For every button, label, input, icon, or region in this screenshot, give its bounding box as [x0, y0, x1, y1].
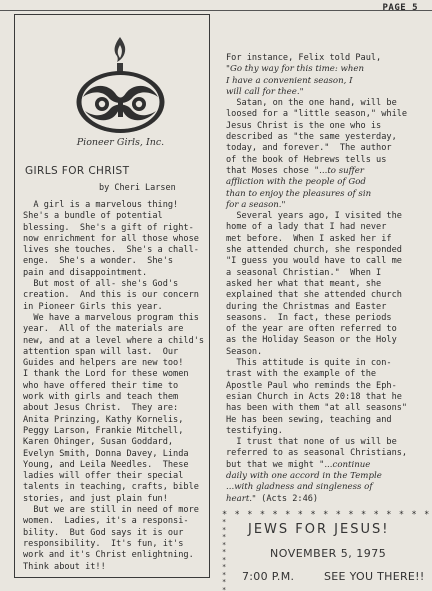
right-quote-moses-start: ...to suffer [319, 165, 364, 176]
left-paragraph-1: A girl is a marvelous thing! She's a bundle of potential blessing. She's a gift of right- now enrichment for all those whose lives she touches. She's a chall- enge. She's a wonder. She's pain and disappointment. [23, 200, 199, 278]
left-column-box [14, 14, 210, 578]
article-byline: by Cheri Larsen [99, 183, 176, 193]
left-paragraph-2: But most of all- she's God's creation. And this is our concern in Pioneer Girls this year. [23, 279, 199, 312]
right-article-body [226, 53, 430, 505]
announcement-time: 7:00 P.M. [242, 570, 295, 583]
announcement-tagline: SEE YOU THERE!! [324, 570, 425, 583]
right-quote-moses: affliction with the people of God than to enjoy the pleasures of sin for a season." [226, 177, 372, 210]
right-intro: For instance, Felix told Paul, [226, 53, 382, 63]
right-paragraph-4-text: I trust that none of us will be referred to as seasonal Christians, but that we might " [226, 437, 408, 470]
left-paragraph-4: But we are still in need of more women. Ladies, it's a responsi- bility. But God says it is our responsibility. It's fun, it's work and it's Christ enlightning. Think about it!! [23, 505, 199, 572]
right-paragraph-1 [226, 98, 430, 177]
right-quote-acts-text: daily with one accord in the Temple ...with gladness and singleness of heart." [226, 470, 382, 504]
right-paragraph-4 [226, 437, 430, 471]
pioneer-girls-logo [73, 31, 168, 151]
left-article-body [23, 200, 209, 573]
event-announcement [222, 510, 431, 591]
right-quote-felix: "Go thy way for this time: when I have a convenient season, I will call for thee." [226, 64, 365, 97]
right-quote-acts-start: ...continue [324, 459, 371, 470]
star-border-top: * * * * * * * * * * * * * * * * * [222, 510, 431, 520]
left-paragraph-3: We have a marvelous program this year. All of the materials are new, and at a level where a child's attention span will last. Our Guides and helpers are new too! I thank the Lord for these women who have offered their time to work with girls and teach them about Jesus Christ. They are: Anita Prinzing, Kathy Kornelis, Peggy Larson, Frankie Mitchell, Karen Ohinger, Susan Goddard, Evelyn Smith, Donna Davey, Linda Young, and Leila Needles. These ladies will offer their special talents in teaching, crafts, bible stories, and just plain fun! [23, 312, 205, 504]
flame-logo-icon [73, 31, 168, 151]
right-paragraph-2: Several years ago, I visited the home of a lady that I had never met before. When I asked her if she attended church, she responded "I guess you would have to call me a seasonal Christian." When I asked her what that meant, she explained that she attended church during the Christmas and Easter seasons. In fact, these periods of the year are often referred to as the Holiday Season or the Holy Season. [226, 211, 402, 357]
right-quote-acts [226, 471, 430, 505]
logo-caption: Pioneer Girls, Inc. [76, 137, 165, 148]
right-quote-acts-ref: (Acts 2:46) [256, 493, 319, 504]
right-paragraph-3: This attitude is quite in con- trast with the example of the Apostle Paul who reminds the Eph- esian Church in Acts 20:18 that he has been with them "at all seasons" He has been sewing, teaching and testifying. [226, 358, 408, 436]
page-number: PAGE 5 [382, 3, 418, 13]
announcement-date: NOVEMBER 5, 1975 [270, 547, 387, 560]
article-title: GIRLS FOR CHRIST [25, 165, 130, 177]
star-border-left: * * * * * * * * * * [222, 519, 227, 591]
top-divider [0, 10, 432, 11]
right-paragraph-1-text: Satan, on the one hand, will be loosed for a "little season," while Jesus Christ is the one who is described as "the same yesterday, today, and forever." The author of the book of Hebrews tells us that Moses chose " [226, 98, 408, 176]
announcement-headline: JEWS FOR JESUS! [248, 522, 390, 537]
